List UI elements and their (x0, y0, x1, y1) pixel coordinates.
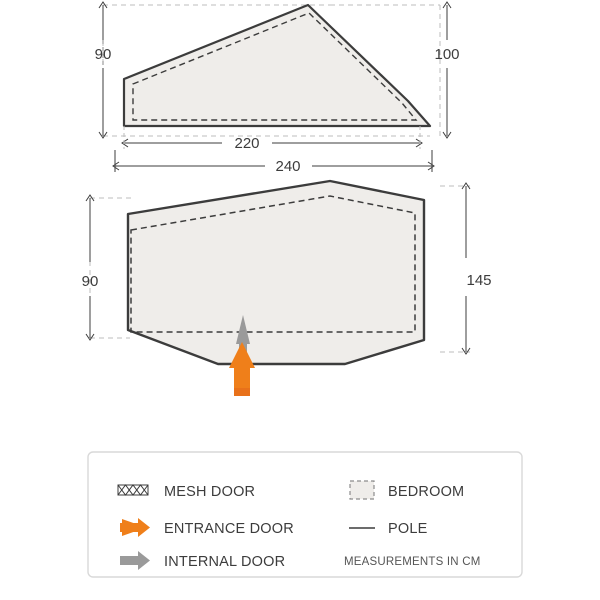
dimension-label-145: 145 (466, 272, 492, 289)
dimension-plan-inner-width (86, 195, 94, 340)
legend-label-mesh-door: MESH DOOR (164, 484, 256, 500)
dimension-label-90-side: 90 (94, 46, 112, 63)
dimension-label-100-side: 100 (434, 46, 460, 63)
legend-label-entrance-door: ENTRANCE DOOR (164, 521, 294, 537)
dimension-plan-outer-width (462, 183, 470, 354)
floor-plan-view (82, 181, 492, 396)
dimension-label-220: 220 (234, 135, 260, 152)
legend-units-note: MEASUREMENTS IN CM (344, 556, 481, 568)
legend-label-pole: POLE (388, 521, 428, 537)
legend-label-bedroom: BEDROOM (388, 484, 465, 500)
dimension-label-240: 240 (275, 158, 301, 175)
dimension-height-right (443, 2, 451, 138)
dimension-outer-length (113, 150, 434, 172)
side-elevation-view (95, 2, 460, 175)
plan-outer-shell (128, 181, 424, 364)
legend-label-internal-door: INTERNAL DOOR (164, 554, 286, 570)
dashed-rect-icon (350, 481, 374, 499)
dimension-inner-length (122, 126, 422, 149)
dimension-height-left (99, 2, 107, 138)
legend-panel (88, 452, 522, 577)
dimension-label-90-plan: 90 (81, 273, 99, 290)
side-outer-shell (124, 5, 430, 126)
